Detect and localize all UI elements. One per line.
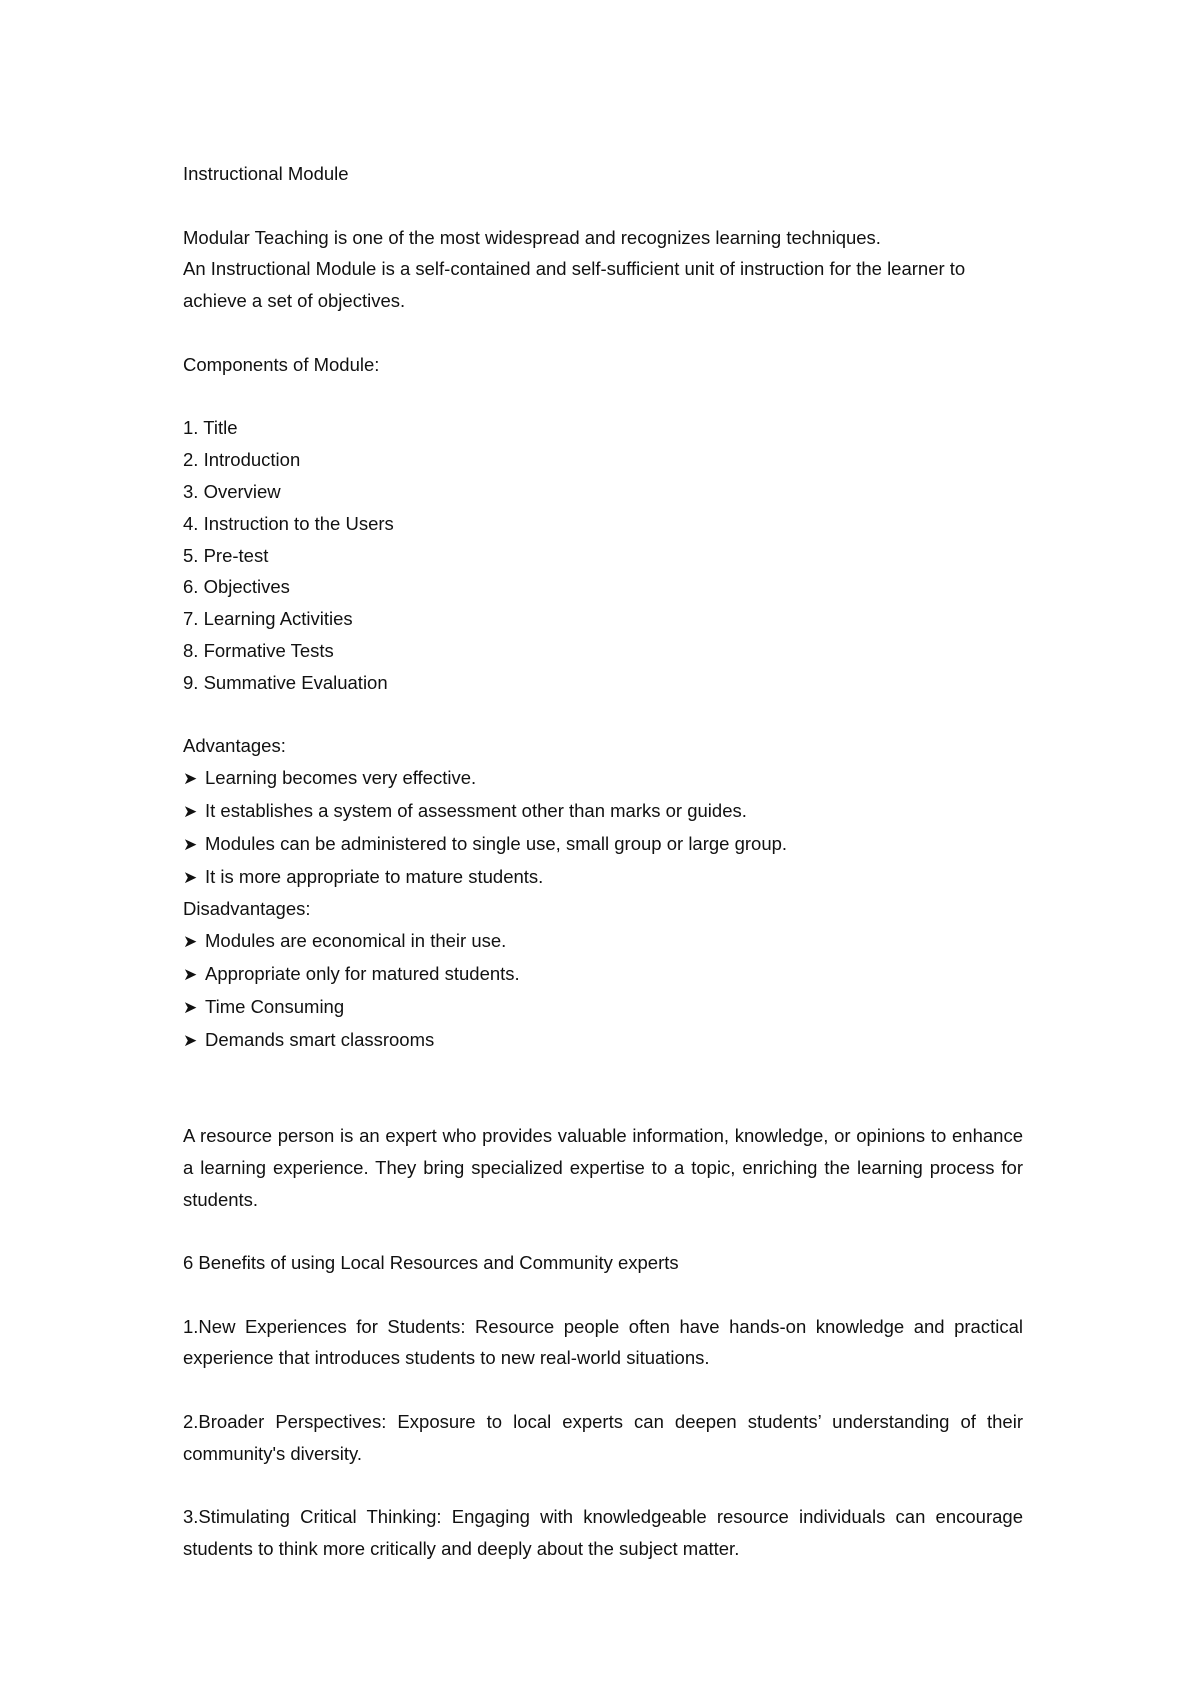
list-item: 8. Formative Tests [183,639,334,661]
list-item: 6. Objectives [183,576,290,598]
arrow-bullet-icon: ➤ [183,769,198,789]
benefits-heading: 6 Benefits of using Local Resources and Community experts [183,1252,679,1274]
arrow-bullet-icon: ➤ [183,867,198,887]
spacer [183,1056,1023,1120]
document-title: Instructional Module [183,163,349,184]
list-item: 5. Pre-test [183,544,269,566]
components-heading: Components of Module: [183,353,380,375]
intro-line-2: An Instructional Module is a self-contained and self-sufficient unit of instruction for the learner to achieve a set of objectives. [183,258,966,312]
arrow-bullet-icon: ➤ [183,964,198,984]
arrow-bullet-icon: ➤ [183,997,198,1017]
components-list [183,412,1023,698]
list-item: ➤ Modules are economical in their use. [183,925,1023,958]
list-item: 7. Learning Activities [183,608,353,630]
benefit-paragraph: 1.New Experiences for Students: Resource people often have hands-on knowledge and practical experience that introduces students to new real-world situations. [183,1315,1023,1369]
list-item: ➤ It establishes a system of assessment other than marks or guides. [183,795,1023,828]
disadvantages-heading: Disadvantages: [183,898,311,920]
spacer [183,190,1023,222]
document-body [183,158,1023,1565]
spacer [183,1470,1023,1502]
disadvantages-list [183,925,1023,1056]
list-item: ➤ It is more appropriate to mature students. [183,861,1023,894]
list-item: ➤ Appropriate only for matured students. [183,958,1023,991]
list-item: ➤ Time Consuming [183,991,1023,1024]
advantages-heading: Advantages: [183,735,286,757]
benefit-paragraph: 3.Stimulating Critical Thinking: Engaging with knowledgeable resource individuals can encourage students to think more critically and deeply about the subject matter. [183,1506,1023,1560]
spacer [183,381,1023,413]
arrow-bullet-icon: ➤ [183,932,198,952]
list-item: 2. Introduction [183,449,301,471]
benefit-paragraph: 2.Broader Perspectives: Exposure to local experts can deepen students’ understanding of their community's diversity. [183,1411,1023,1464]
resource-person-paragraph: A resource person is an expert who provides valuable information, knowledge, or opinions to enhance a learning experience. They bring specialized expertise to a topic, enriching the learning process for students. [183,1124,1023,1210]
intro-line-1: Modular Teaching is one of the most widespread and recognizes learning techniques. [183,226,881,248]
spacer [183,317,1023,349]
spacer [183,1215,1023,1247]
spacer [183,699,1023,731]
list-item: 4. Instruction to the Users [183,512,394,534]
arrow-bullet-icon: ➤ [183,1030,198,1050]
list-item: 1. Title [183,417,238,439]
list-item: 9. Summative Evaluation [183,671,388,693]
arrow-bullet-icon: ➤ [183,834,198,854]
list-item: ➤ Modules can be administered to single use, small group or large group. [183,828,1023,861]
list-item: ➤ Learning becomes very effective. [183,762,1023,795]
advantages-list [183,762,1023,893]
list-item: 3. Overview [183,480,281,502]
arrow-bullet-icon: ➤ [183,801,198,821]
list-item: ➤ Demands smart classrooms [183,1024,1023,1057]
spacer [183,1374,1023,1406]
spacer [183,1279,1023,1311]
